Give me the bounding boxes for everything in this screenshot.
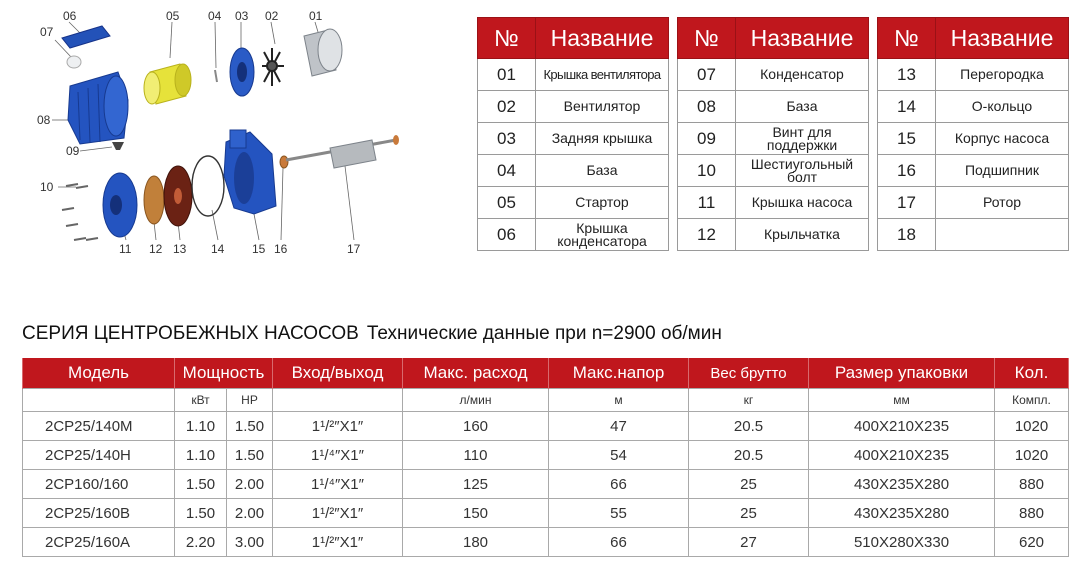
- support-screw-part: [112, 142, 124, 150]
- hp-cell: 3.00: [227, 528, 273, 557]
- model-cell: 2CP25/160A: [23, 528, 175, 557]
- label-04: 04: [208, 9, 222, 23]
- part-number: 04: [478, 155, 536, 187]
- label-13: 13: [173, 242, 187, 256]
- impeller-part: [144, 176, 164, 224]
- flow-cell: 180: [403, 528, 549, 557]
- head-cell: 66: [549, 470, 689, 499]
- header-package-size: Размер упаковки: [809, 358, 995, 389]
- unit-qty: Компл.: [995, 389, 1069, 412]
- spec-title: [22, 323, 722, 345]
- unit-cell: [23, 389, 175, 412]
- head-cell: 47: [549, 412, 689, 441]
- part-name: Шестиугольный болт: [736, 155, 869, 187]
- header-max-head: Макс.напор: [549, 358, 689, 389]
- kw-cell: 2.20: [175, 528, 227, 557]
- header-inlet-outlet: Вход/выход: [273, 358, 403, 389]
- header-gross-weight: Вес брутто: [689, 358, 809, 389]
- part-number: 10: [678, 155, 736, 187]
- table-row: [478, 91, 669, 123]
- stator-part: [144, 64, 191, 104]
- table-row: [878, 91, 1069, 123]
- part-number: 18: [878, 219, 936, 251]
- table-row: [23, 470, 1069, 499]
- column-header-name: Название: [936, 18, 1069, 59]
- part-name: База: [536, 155, 669, 187]
- table-row: [878, 219, 1069, 251]
- part-number: 11: [678, 187, 736, 219]
- part-number: 13: [878, 59, 936, 91]
- io-cell: 1¹/²″X1″: [273, 528, 403, 557]
- unit-head: м: [549, 389, 689, 412]
- part-name: Подшипник: [936, 155, 1069, 187]
- header-max-flow: Макс. расход: [403, 358, 549, 389]
- part-number: 06: [478, 219, 536, 251]
- label-05: 05: [166, 9, 180, 23]
- table-row: [23, 499, 1069, 528]
- part-number: 03: [478, 123, 536, 155]
- part-name: О-кольцо: [936, 91, 1069, 123]
- pack-cell: 400X210X235: [809, 441, 995, 470]
- io-cell: 1¹/²″X1″: [273, 499, 403, 528]
- parts-table-3: [877, 17, 1069, 251]
- label-09: 09: [66, 144, 80, 158]
- series-subtitle: Технические данные при n=2900 об/мин: [366, 323, 722, 344]
- qty-cell: 1020: [995, 412, 1069, 441]
- unit-io: [273, 389, 403, 412]
- part-number: 08: [678, 91, 736, 123]
- model-cell: 2CP160/160: [23, 470, 175, 499]
- table-row: [478, 123, 669, 155]
- spec-table: [22, 358, 1069, 557]
- table-row: [23, 528, 1069, 557]
- pump-body-part: [224, 130, 276, 214]
- table-row: [878, 155, 1069, 187]
- table-row: [678, 59, 869, 91]
- pack-cell: 430X235X280: [809, 470, 995, 499]
- column-header-name: Название: [736, 18, 869, 59]
- label-06: 06: [63, 9, 77, 23]
- weight-cell: 20.5: [689, 412, 809, 441]
- label-17: 17: [347, 242, 361, 256]
- part-name: Конденсатор: [736, 59, 869, 91]
- part-name: Крышка вентилятора: [536, 59, 669, 91]
- table-row: [478, 59, 669, 91]
- table-row: [878, 187, 1069, 219]
- weight-cell: 20.5: [689, 441, 809, 470]
- table-row: [478, 155, 669, 187]
- part-name: Задняя крышка: [536, 123, 669, 155]
- label-16: 16: [274, 242, 288, 256]
- fan-cover-part: [304, 29, 342, 76]
- hp-cell: 2.00: [227, 470, 273, 499]
- series-title: СЕРИЯ ЦЕНТРОБЕЖНЫХ НАСОСОВ: [22, 323, 359, 344]
- part-number: 12: [678, 219, 736, 251]
- label-12: 12: [149, 242, 163, 256]
- pack-cell: 400X210X235: [809, 412, 995, 441]
- model-cell: 2CP25/140H: [23, 441, 175, 470]
- pack-cell: 430X235X280: [809, 499, 995, 528]
- header-model: Модель: [23, 358, 175, 389]
- part-number: 01: [478, 59, 536, 91]
- qty-cell: 1020: [995, 441, 1069, 470]
- table-row: [478, 219, 669, 251]
- part-name: Перегородка: [936, 59, 1069, 91]
- table-row: [23, 441, 1069, 470]
- part-number: 17: [878, 187, 936, 219]
- weight-cell: 27: [689, 528, 809, 557]
- motor-housing-part: [68, 72, 128, 144]
- kw-cell: 1.10: [175, 441, 227, 470]
- part-name: Крыльчатка: [736, 219, 869, 251]
- partition-part: [164, 166, 192, 226]
- part-number: 07: [678, 59, 736, 91]
- part-number: 16: [878, 155, 936, 187]
- flow-cell: 160: [403, 412, 549, 441]
- unit-pack: мм: [809, 389, 995, 412]
- part-name: Вентилятор: [536, 91, 669, 123]
- flow-cell: 110: [403, 441, 549, 470]
- model-cell: 2CP25/140M: [23, 412, 175, 441]
- flow-cell: 150: [403, 499, 549, 528]
- weight-cell: 25: [689, 499, 809, 528]
- io-cell: 1¹/²″X1″: [273, 412, 403, 441]
- flow-cell: 125: [403, 470, 549, 499]
- unit-weight: кг: [689, 389, 809, 412]
- unit-flow: л/мин: [403, 389, 549, 412]
- parts-table-1: [477, 17, 669, 251]
- hp-cell: 2.00: [227, 499, 273, 528]
- column-header-number: №: [678, 18, 736, 59]
- label-10: 10: [40, 180, 54, 194]
- column-header-number: №: [478, 18, 536, 59]
- column-header-number: №: [878, 18, 936, 59]
- label-14: 14: [211, 242, 225, 256]
- qty-cell: 880: [995, 499, 1069, 528]
- rear-cover-part: [230, 48, 254, 96]
- part-number: 14: [878, 91, 936, 123]
- table-row: [878, 123, 1069, 155]
- part-name: Корпус насоса: [936, 123, 1069, 155]
- table-row: [678, 187, 869, 219]
- part-name: Ротор: [936, 187, 1069, 219]
- head-cell: 66: [549, 528, 689, 557]
- weight-cell: 25: [689, 470, 809, 499]
- head-cell: 54: [549, 441, 689, 470]
- unit-hp: HP: [227, 389, 273, 412]
- kw-cell: 1.10: [175, 412, 227, 441]
- io-cell: 1¹/⁴″X1″: [273, 441, 403, 470]
- kw-cell: 1.50: [175, 470, 227, 499]
- pack-cell: 510X280X330: [809, 528, 995, 557]
- o-ring-part: [192, 156, 224, 216]
- table-row: [678, 219, 869, 251]
- io-cell: 1¹/⁴″X1″: [273, 470, 403, 499]
- bearing-part: [280, 156, 288, 168]
- capacitor-cover-part: [62, 26, 110, 48]
- label-15: 15: [252, 242, 266, 256]
- label-03: 03: [235, 9, 249, 23]
- fan-part: [262, 48, 284, 86]
- pump-cover-part: [103, 173, 137, 237]
- part-name: Крышка насоса: [736, 187, 869, 219]
- part-number: 09: [678, 123, 736, 155]
- qty-cell: 880: [995, 470, 1069, 499]
- part-number: 15: [878, 123, 936, 155]
- table-row: [678, 91, 869, 123]
- part-number: 05: [478, 187, 536, 219]
- label-07: 07: [40, 25, 54, 39]
- table-row: [478, 187, 669, 219]
- model-cell: 2CP25/160B: [23, 499, 175, 528]
- head-cell: 55: [549, 499, 689, 528]
- part-name: [936, 219, 1069, 251]
- units-row: [23, 389, 1069, 412]
- table-row: [878, 59, 1069, 91]
- part-name: Стартор: [536, 187, 669, 219]
- part-name: Крышка конденсатора: [536, 219, 669, 251]
- exploded-pump-diagram: [0, 0, 420, 270]
- parts-table-2: [677, 17, 869, 251]
- base-pin-part: [215, 70, 217, 82]
- header-quantity: Кол.: [995, 358, 1069, 389]
- table-row: [678, 155, 869, 187]
- header-power: Мощность: [175, 358, 273, 389]
- label-08: 08: [37, 113, 51, 127]
- label-01: 01: [309, 9, 323, 23]
- capacitor-part: [67, 56, 81, 68]
- unit-kw: кВт: [175, 389, 227, 412]
- kw-cell: 1.50: [175, 499, 227, 528]
- part-name: База: [736, 91, 869, 123]
- hp-cell: 1.50: [227, 412, 273, 441]
- table-row: [23, 412, 1069, 441]
- column-header-name: Название: [536, 18, 669, 59]
- rotor-part: [286, 135, 399, 168]
- hp-cell: 1.50: [227, 441, 273, 470]
- qty-cell: 620: [995, 528, 1069, 557]
- part-name: Винт для поддержки: [736, 123, 869, 155]
- table-row: [678, 123, 869, 155]
- part-number: 02: [478, 91, 536, 123]
- hex-bolts-part: [62, 184, 98, 240]
- label-02: 02: [265, 9, 279, 23]
- label-11: 11: [119, 242, 132, 256]
